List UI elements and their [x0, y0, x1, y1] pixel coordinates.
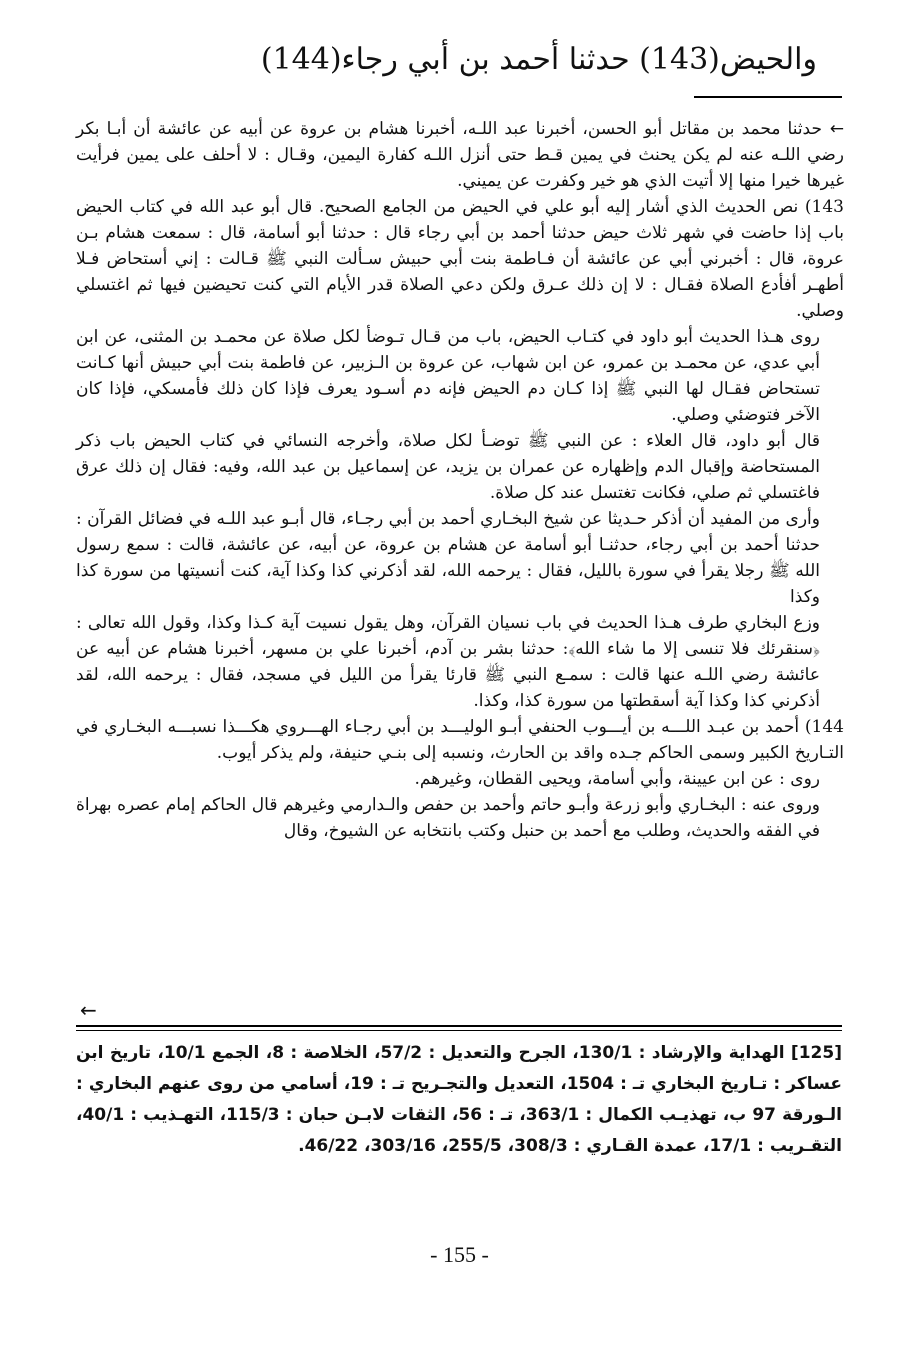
- footnote-rule-thick: [76, 1025, 842, 1027]
- footnote-block: [76, 1038, 842, 1162]
- note-144: 144) أحمد بن عبـد اللـــه بن أيـــوب الحنفي أبـو الوليـــد بن أبي رجـاء الهـــروي هكـــذا نسبـــه البخـاري في التـاريخ الكبير وسمى الحاكم جـده واقد بن الحارث، ونسبه إلى بنـي حنيفة، ولم يذكر أيوب.: [76, 717, 844, 763]
- paragraph-fadail-quran: وأرى من المفيد أن أذكر حـديثا عن شيخ البخـاري أحمد بن أبي رجـاء، قال أبـو عبد اللـه في فضائل القرآن : حدثنا أحمد بن أبي رجاء، حدثنـا أبو أسامة عن هشام بن عروة، عن أبيه، عن عائشة، قالت : سمع رسول الله ﷺ رجلا يقرأ في سورة بالليل، فقال : يرحمه الله، لقد أذكرني كذا وكذا آية، كنت أنسيتها من سورة كذا وكذا: [76, 509, 820, 607]
- continue-arrow-icon: ←: [80, 998, 97, 1022]
- paragraph-1: [76, 116, 844, 194]
- paragraph-rawa-anhu: وروى عنه : البخـاري وأبو زرعة وأبـو حاتم وأحمد بن حفص والـدارمي وغيرهم قال الحاكم إمام عصره بهراة في الفقه والحديث، وطلب مع أحمد بن حنبل وكتب بانتخابه عن الشيوخ، وقال: [76, 795, 820, 841]
- page-header-title: والحيض(143) حدثنا أحمد بن أبي رجاء(144): [260, 42, 817, 77]
- paragraph-abu-dawud: روى هـذا الحديث أبو داود في كتـاب الحيض، باب من قـال تـوضأ لكل صلاة عن محمـد بن المثنى، عن ابن أبي عدي، عن محمـد بن عمرو، عن ابن شهاب، عن عروة بن الـزبير، عن فاطمة بنت أبي حبيش أنها كـانت تستحاض فقـال لها النبي ﷺ إذا كـان دم الحيض فإنه دم أسـود يعرف فإذا كان ذلك فأمسكي، فإذا كان الآخر فتوضئي وصلي.: [76, 327, 820, 425]
- paragraph-1-text: حدثنا محمد بن مقاتل أبو الحسن، أخبرنا عبد اللـه، أخبرنا هشام بن عروة عن أبيه عن عائشة أن أبـا بكر رضي اللـه عنه لم يكن يحنث في يمين قـط حتى أنزل اللـه كفارة اليمين، وقـال : لا أحلف على يمين فرأيت غيرها خيرا منها إلا أتيت الذي هو خير وكفرت عن يميني.: [76, 119, 844, 191]
- paragraph-nisyan-quran: وزع البخاري طرف هـذا الحديث في باب نسيان القرآن، وهل يقول نسيت آية كـذا وكذا، وقول الله تعالى : ﴿سنقرئك فلا تنسى إلا ما شاء الله﴾: حدثنا بشر بن آدم، أخبرنا علي بن مسهر، أخبرنا هشام عن أبيه عن عائشة رضي اللـه عنها قالت : سمـع النبي ﷺ قارئا يقرأ من الليل في مسجد، فقال : يرحمه الله، لقد أذكرني كذا وكذا آية أسقطتها من سورة كذا، وكذا.: [76, 613, 820, 711]
- page-number: - 155 -: [430, 1242, 489, 1267]
- paragraph-rawa-an: روى : عن ابن عيينة، وأبي أسامة، ويحيى القطان، وغيرهم.: [414, 769, 820, 789]
- left-arrow-icon: ←: [829, 119, 844, 139]
- footnote-rule-thin: [76, 1030, 842, 1031]
- footnote-125: [125] الهداية والإرشاد : 130/1، الجرح والتعديل : 57/2، الخلاصة : 8، الجمع 10/1، تاريخ ابن عساكر : تـاريخ البخاري تـ : 1504، التعديل والتجـريح تـ : 19، أسامي من روى عنهم البخاري : الـورقة 97 ب، تهذيـب الكمال : 363/1، تـ : 56، الثقات لابـن حبان : 115/3، التهـذيب : 40/1، التقـريب : 17/1، عمدة القـاري : 308/3، 255/5، 303/16، 46/22.: [76, 1043, 843, 1156]
- note-143: 143) نص الحديث الذي أشار إليه أبو علي في الحيض من الجامع الصحيح. قال أبو عبد الله في كتاب الحيض باب إذا حاضت في شهر ثلاث حيض حدثنا أحمد بن أبي رجاء قال : حدثنا أبو أسامة، قال : سمعت هشام بـن عروة، قال : أخبرني أبي عن عائشة أن فـاطمة بنت أبي حبيش سـألت النبي ﷺ قـالت : إني أستحاض فـلا أطهـر أفأدع الصلاة فقـال : لا إن ذلك عـرق ولكن دعي الصلاة قدر الأيام التي كنت تحيضين فيها ثم اغتسلي وصلي.: [76, 197, 844, 321]
- paragraph-nasai: قال أبو داود، قال العلاء : عن النبي ﷺ توضـأ لكل صلاة، وأخرجه النسائي في كتاب الحيض باب ذكر المستحاضة وإقبال الدم وإظهاره عن عمران بن يزيد، عن إسماعيل بن عبد الله، وفيه: فقال إن ذلك عرق فاغتسلي ثم صلي، فكانت تغتسل عند كل صلاة.: [76, 431, 820, 503]
- main-text: [76, 116, 844, 844]
- header-rule: [694, 96, 842, 98]
